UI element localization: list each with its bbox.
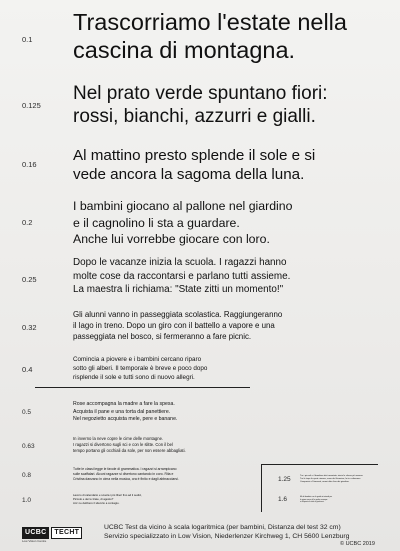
text-line: sulle scaffalari. Alcuni ragazze si divertono cantando in coro. Rita e xyxy=(73,472,174,476)
ucbc-logo xyxy=(22,527,82,543)
acuity-label: 0.5 xyxy=(22,409,32,416)
text-line: Gli alunni vanno in passeggiata scolastica. Raggiungeranno xyxy=(73,310,283,319)
acuity-label: 1.25 xyxy=(278,476,291,483)
reading-paragraph xyxy=(73,82,393,128)
text-line: Tra le tapa lo sport cinema, sono da Giannina, lei in calimonza xyxy=(300,478,361,481)
text-line: rossi, bianchi, azzurri e gialli. xyxy=(73,106,316,127)
footer-line: UCBC Test da vicino à scala logaritmica (per bambini, Distanza del test 32 cm) xyxy=(104,524,341,531)
text-line: Acquista il pane e una torta dal panettiere. xyxy=(73,408,171,415)
text-line: Nel negozietto acquista mele, pere e banane. xyxy=(73,416,178,422)
reading-paragraph xyxy=(73,355,393,382)
text-line: Nel prato verde spuntano fiori: xyxy=(73,83,328,104)
acuity-label: 0.125 xyxy=(22,101,41,110)
side-bracket-top xyxy=(261,464,378,465)
logo-subtitle: Low Vision Centre xyxy=(22,539,47,543)
text-line: I ragazzi si divertono sugli sci e con le slitte. Con il bel xyxy=(73,442,173,447)
text-line: e il cagnolino li sta a guardare. xyxy=(73,215,240,230)
text-line: Al mattino presto splende il sole e si xyxy=(73,147,316,164)
reading-paragraph xyxy=(73,309,393,342)
text-line: Tutte le classi legge le favole di grammatica. I ragazzi si arrampicano xyxy=(73,467,177,471)
acuity-label: 0.32 xyxy=(22,323,37,332)
logo-mark: UCBC xyxy=(22,527,49,539)
text-line: e all'aperto la tutti al giocherei. xyxy=(300,501,325,504)
reading-paragraph xyxy=(300,475,380,485)
text-line: il lago in treno. Dopo un giro con il battello a vapore e una xyxy=(73,321,275,330)
acuity-label: 0.8 xyxy=(22,472,32,479)
text-line: Cristina danzano in cima nella musica, ora è finito e dagli abbracciarsi. xyxy=(73,477,179,481)
text-line: Ma di bambini con la guida si intendi per xyxy=(300,496,333,498)
acuity-label: 0.16 xyxy=(22,160,37,169)
reading-paragraph xyxy=(300,496,380,504)
text-line: molte cose da raccontarsi e parlano tutti assieme. xyxy=(73,270,291,282)
text-line: Anche lui vorrebbe giocare con loro. xyxy=(73,232,270,246)
text-line: Piccolo e dei le tirate, di agosto? xyxy=(73,497,114,501)
text-line: vede ancora la sagoma della luna. xyxy=(73,166,305,183)
text-line: Rose accompagna la madre a fare la spesa. xyxy=(73,401,175,407)
side-bracket-left xyxy=(261,464,262,512)
footer-info xyxy=(104,523,349,541)
text-line: La maestra li richiama: "State zitti un momento!" xyxy=(73,284,284,295)
reading-paragraph xyxy=(73,256,393,297)
text-line: passeggiata nel bosco, si fermeranno a fare picnic. xyxy=(73,332,252,341)
reading-paragraph xyxy=(73,401,393,424)
text-line: tempo portano gli occhiali da sole, per non essere abbagliati. xyxy=(73,448,186,453)
reading-paragraph xyxy=(73,8,393,64)
acuity-label: 1.6 xyxy=(278,496,288,503)
text-line: Trascorriamo l'estate nella xyxy=(73,9,347,35)
text-line: la prima corsa al la quale ovunque xyxy=(300,498,328,501)
copyright: © UCBC 2019 xyxy=(340,541,375,547)
acuity-label: 0.2 xyxy=(22,218,33,227)
acuity-label: 0.63 xyxy=(22,443,35,450)
text-line: In inverno la neve copre le cime delle montagne. xyxy=(73,436,164,441)
reading-paragraph xyxy=(73,436,393,454)
text-line: Comincia a piovere e i bambini cercano riparo xyxy=(73,356,202,363)
text-line: Tra i piccoli e il bambino dei tramutato: inizio lo sforzo più amano xyxy=(300,475,363,477)
text-line: Camporini e Diamanti, ormai altre fino dei giardino. xyxy=(300,481,350,484)
reading-paragraph xyxy=(73,146,393,184)
text-line: sotto gli alberi. Il temporale è breve e poco dopo xyxy=(73,365,208,372)
reading-paragraph xyxy=(73,198,393,248)
footer-line: Servizio specializzato in Low Vision, Niederlenzer Kirchweg 1, CH 5600 Lenzburg xyxy=(104,533,350,540)
text-line: risplende il sole e tutti sono di nuovo allegri. xyxy=(73,374,195,381)
acuity-label: 0.4 xyxy=(22,365,33,374)
acuity-label: 0.1 xyxy=(22,35,33,44)
text-line: Aro' ne debbero il silenzio a contagio. xyxy=(73,501,120,505)
acuity-label: 0.25 xyxy=(22,275,37,284)
text-line: I bambini giocano al pallone nel giardino xyxy=(73,199,293,213)
text-line: cascina di montagna. xyxy=(73,37,296,63)
acuity-label: 1.0 xyxy=(22,497,32,504)
text-line: Lavoro di calendario e scuola i più liberi fino ad il sedici, xyxy=(73,493,142,497)
logo-tag: TECHT xyxy=(51,527,82,539)
section-divider xyxy=(35,387,250,388)
text-line: Dopo le vacanze inizia la scuola. I ragazzi hanno xyxy=(73,257,287,268)
